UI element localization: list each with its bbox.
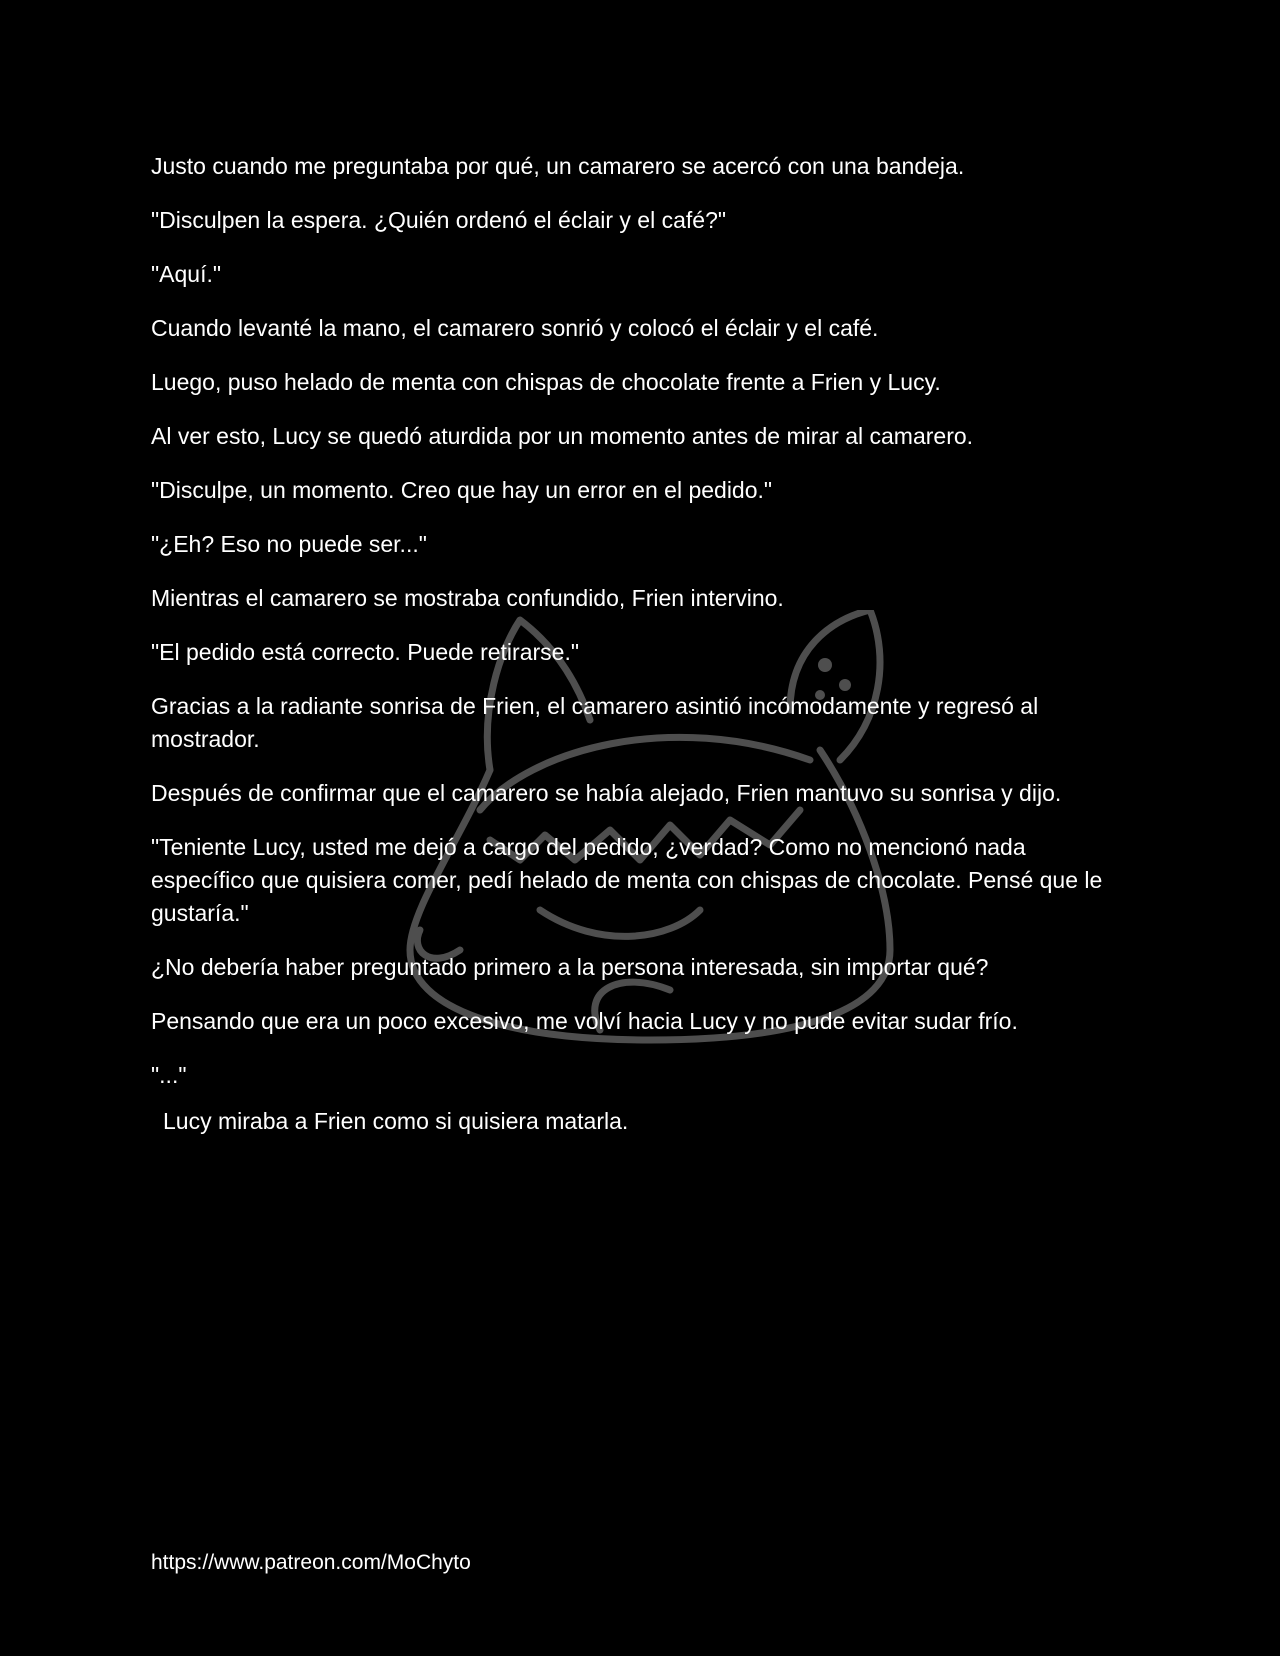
paragraph: Lucy miraba a Frien como si quisiera matarla. <box>163 1108 629 1134</box>
paragraph: Justo cuando me preguntaba por qué, un camarero se acercó con una bandeja. <box>151 153 965 179</box>
paragraph: "Disculpe, un momento. Creo que hay un error en el pedido." <box>151 477 773 503</box>
story-text <box>151 150 1126 1159</box>
paragraph: "El pedido está correcto. Puede retirarse." <box>151 639 579 665</box>
paragraph: Pensando que era un poco excesivo, me volví hacia Lucy y no pude evitar sudar frío. <box>151 1008 1018 1034</box>
paragraph: Mientras el camarero se mostraba confundido, Frien intervino. <box>151 585 784 611</box>
paragraph: "Aquí." <box>151 261 222 287</box>
paragraph: ¿No debería haber preguntado primero a la persona interesada, sin importar qué? <box>151 954 989 980</box>
paragraph: Luego, puso helado de menta con chispas de chocolate frente a Frien y Lucy. <box>151 369 941 395</box>
paragraph: "Disculpen la espera. ¿Quién ordenó el éclair y el café?" <box>151 207 727 233</box>
paragraph: Después de confirmar que el camarero se había alejado, Frien mantuvo su sonrisa y dijo. <box>151 780 1062 806</box>
patreon-link[interactable]: https://www.patreon.com/MoChyto <box>151 1551 471 1574</box>
paragraph: "¿Eh? Eso no puede ser..." <box>151 531 427 557</box>
paragraph: Gracias a la radiante sonrisa de Frien, el camarero asintió incómodamente y regresó al mostrador. <box>151 693 1039 752</box>
paragraph: Cuando levanté la mano, el camarero sonrió y colocó el éclair y el café. <box>151 315 879 341</box>
paragraph: "Teniente Lucy, usted me dejó a cargo del pedido, ¿verdad? Como no mencionó nada específico que quisiera comer, pedí helado de menta con chispas de chocolate. Pensé que le gustaría." <box>151 834 1103 926</box>
paragraph: "..." <box>151 1062 187 1088</box>
paragraph: Al ver esto, Lucy se quedó aturdida por un momento antes de mirar al camarero. <box>151 423 974 449</box>
